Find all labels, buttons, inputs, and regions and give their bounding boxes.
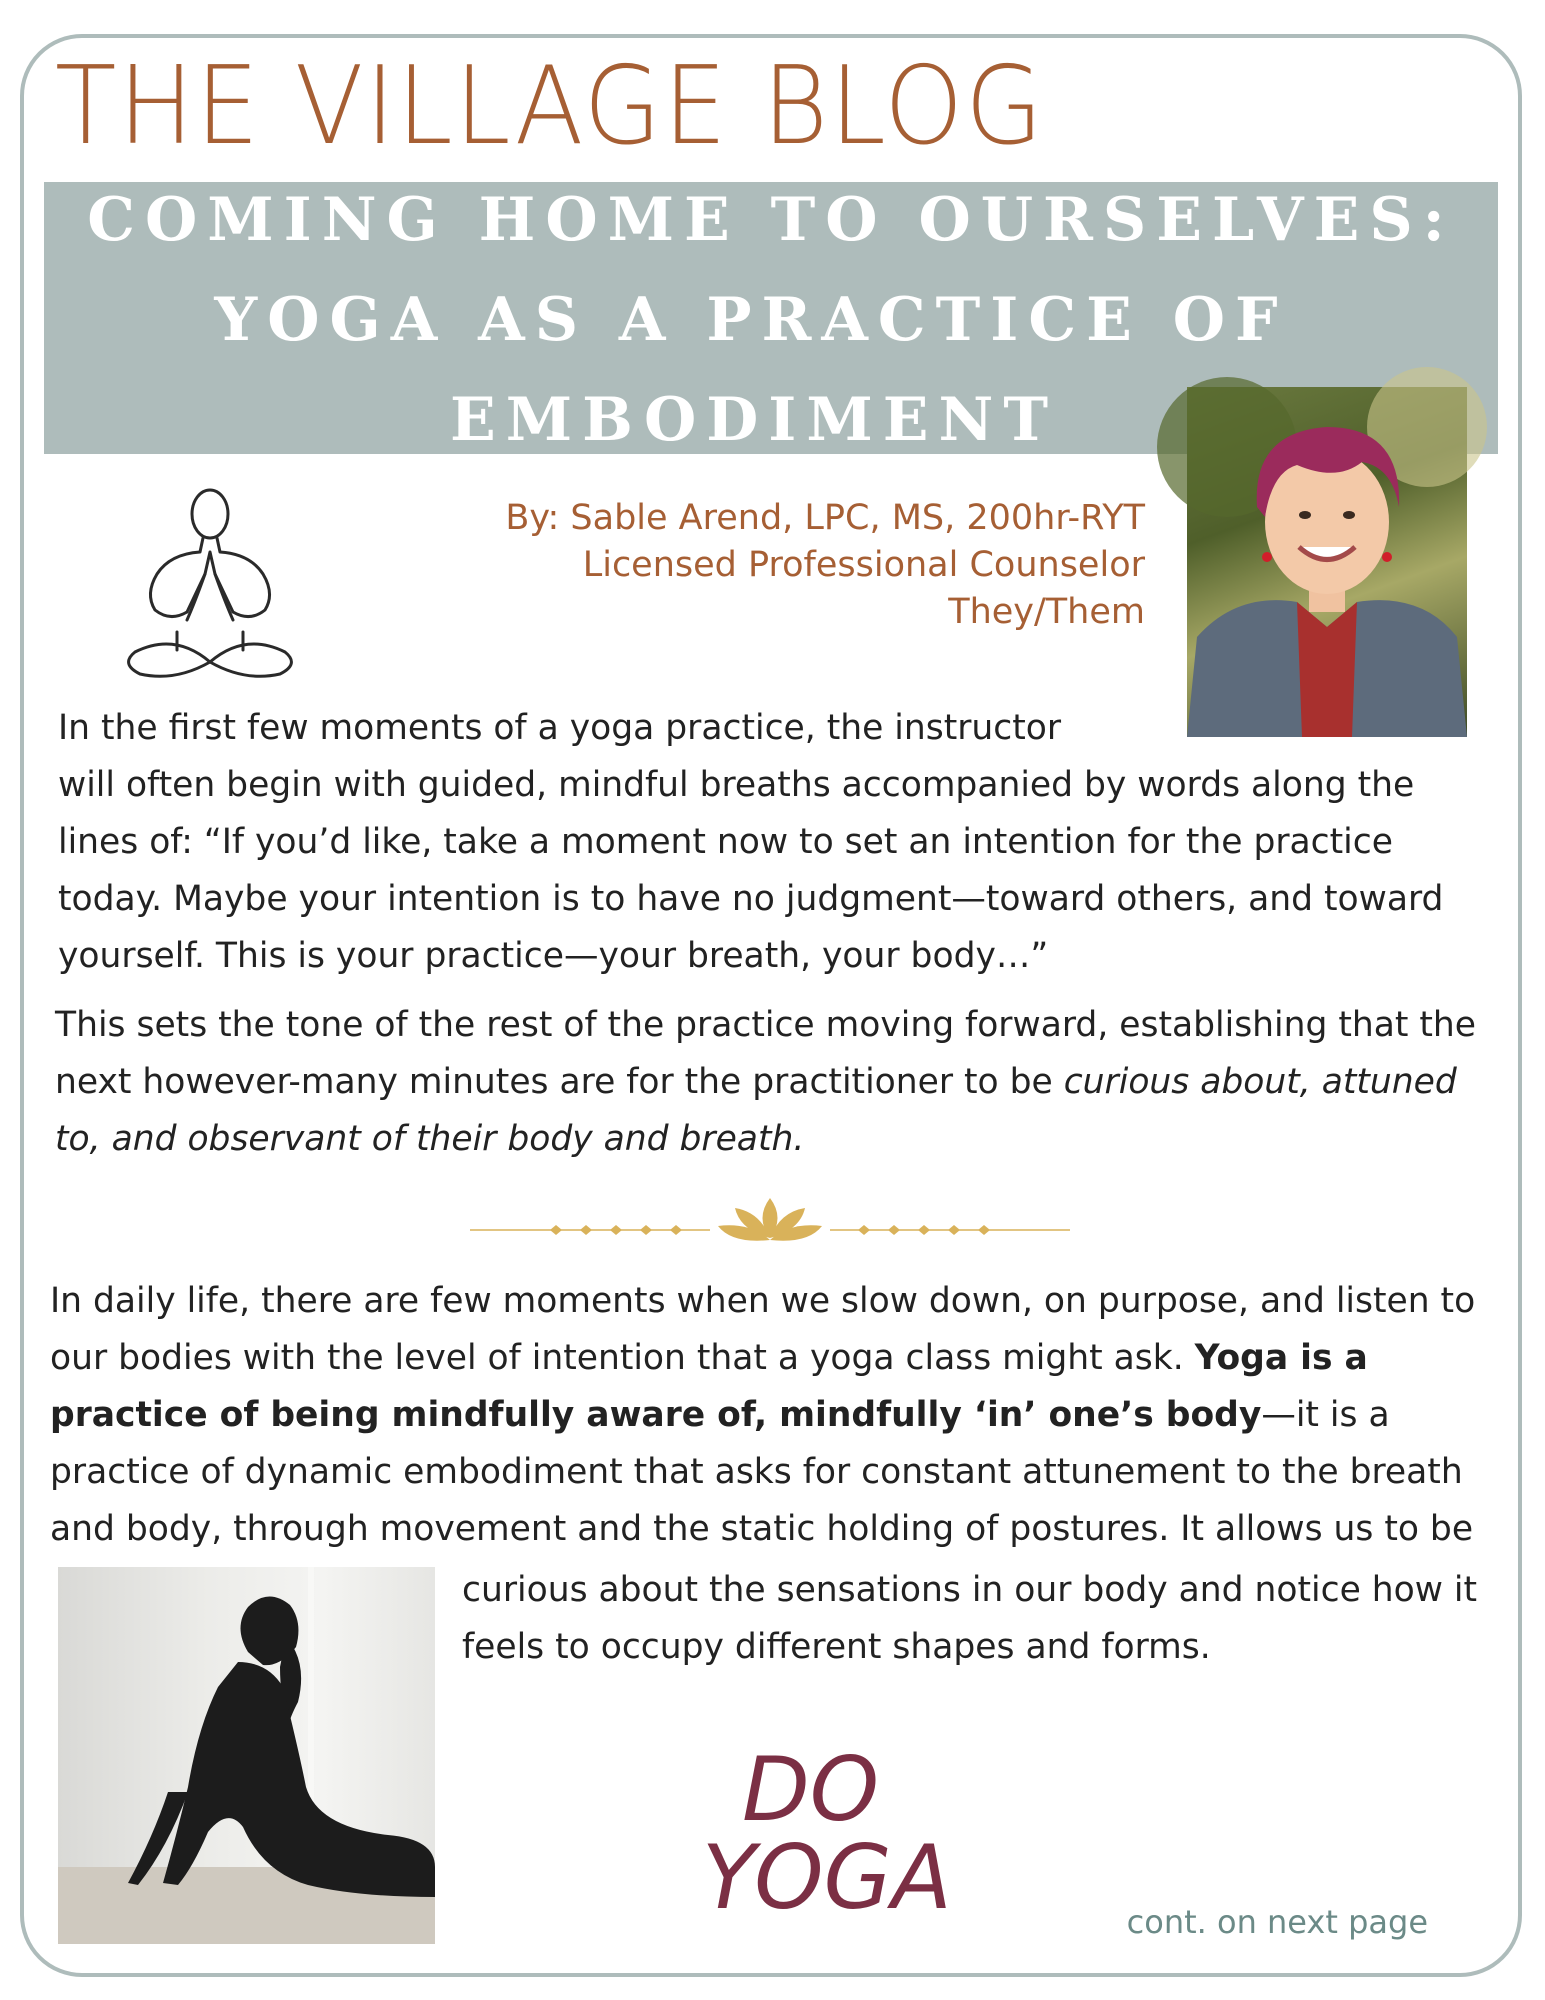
paragraph-3-bold: Yoga is a practice of being mindfully aware of, mindfully ‘in’ one’s body	[50, 1338, 1368, 1435]
continued-note: cont. on next page	[1126, 1903, 1428, 1941]
do-yoga-line-2: YOGA	[702, 1826, 952, 1929]
do-yoga-line-1: DO	[742, 1738, 880, 1841]
article-title-line-2: YOGA AS A PRACTICE OF	[214, 285, 1288, 355]
author-byline: By: Sable Arend, LPC, MS, 200hr-RYT	[505, 498, 1145, 538]
paragraph-4: curious about the sensations in our body and notice how it feels to occupy different shapes and forms.	[462, 1570, 1478, 1667]
author-role: Licensed Professional Counselor	[582, 545, 1145, 585]
author-photo	[1187, 387, 1467, 737]
paragraph-2-text: This sets the tone of the rest of the practice moving forward, establishing that the next however-many minutes are for the practitioner to be	[55, 1005, 1477, 1102]
do-yoga-logo	[690, 1738, 952, 1940]
paragraph-1-first-line: In the first few moments of a yoga practice, the instructor	[58, 708, 1062, 748]
paragraph-1-continued: will often begin with guided, mindful breaths accompanied by words along the lines of: “If you’d like, take a moment now to set an intention for the practice today. Maybe your intention is to have no judgment—toward others, and toward yourself. This is your practice—your breath, your body…”	[58, 765, 1444, 976]
blog-title: THE VILLAGE BLOG	[55, 44, 1045, 169]
paragraph-3-text: In daily life, there are few moments when we slow down, on purpose, and listen to our bodies with the level of intention that a yoga class might ask.	[50, 1281, 1476, 1378]
article-title-line-1: COMING HOME TO OURSELVES:	[87, 185, 1455, 255]
author-byline-block	[505, 495, 1145, 636]
paragraph-3-end: —it is a practice of dynamic embodiment that asks for constant attunement to the breath and body, through movement and the static holding of postures. It allows us to be	[50, 1395, 1474, 1549]
paragraph-2	[55, 997, 1495, 1168]
meditation-icon	[115, 482, 305, 682]
article-title-line-3: EMBODIMENT	[450, 385, 1058, 455]
yoga-pose-photo	[58, 1567, 435, 1944]
paragraph-2-italic: curious about, attuned to, and observant of their body and breath.	[55, 1062, 1457, 1159]
lotus-divider-icon	[470, 1190, 1070, 1250]
paragraph-3	[50, 1273, 1500, 1558]
author-pronouns: They/Them	[948, 592, 1145, 632]
